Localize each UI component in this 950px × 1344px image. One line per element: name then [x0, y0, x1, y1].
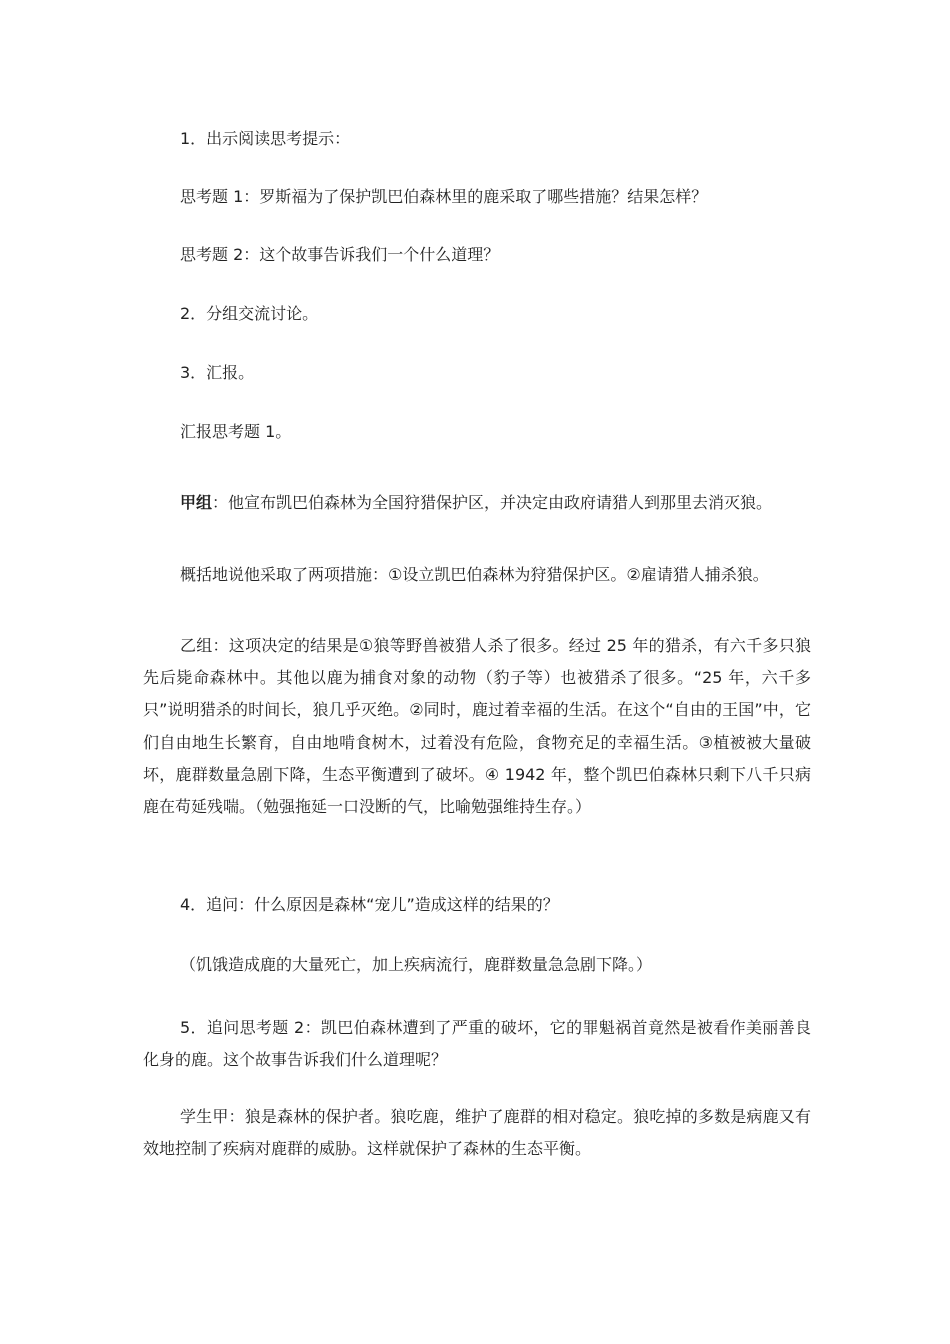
question-2: 思考题 2：这个故事告诉我们一个什么道理？	[180, 245, 500, 264]
student-a-answer: 学生甲：狼是森林的保护者。狼吃鹿，维护了鹿群的相对稳定。狼吃掉的多数是病鹿又有效地控制了疾病对鹿群的威胁。这样就保护了森林的生态平衡。	[143, 1107, 811, 1159]
step-4-answer: （饥饿造成鹿的大量死亡，加上疾病流行，鹿群数量急急剧下降。）	[180, 955, 653, 974]
report-question-1: 汇报思考题 1。	[180, 422, 292, 441]
group-b-answer: 乙组：这项决定的结果是①狼等野兽被猎人杀了很多。经过 25 年的猎杀，有六千多只狼先后毙命森林中。其他以鹿为捕食对象的动物（豹子等）也被猎杀了很多。“25 年，六千多只”说明猎杀的时间长，狼几乎灭绝。②同时，鹿过着幸福的生活。在这个“自由的王国”中，它们自由地生长繁育，自由地啃食树木，过着没有危险，食物充足的幸福生活。③植被被大量破坏，鹿群数量急剧下降，生态平衡遭到了破坏。④ 1942 年，整个凯巴伯森林只剩下八千只病鹿在苟延残喘。（勉强拖延一口没断的气，比喻勉强维持生存。）	[143, 636, 811, 817]
question-1: 思考题 1：罗斯福为了保护凯巴伯森林里的鹿采取了哪些措施？结果怎样？	[180, 187, 708, 206]
group-a-text: ：他宣布凯巴伯森林为全国狩猎保护区，并决定由政府请猎人到那里去消灭狼。	[212, 493, 773, 512]
step-3-heading: 3．汇报。	[180, 363, 255, 382]
measures-summary: 概括地说他采取了两项措施：①设立凯巴伯森林为狩猎保护区。②雇请猎人捕杀狼。	[180, 565, 769, 584]
step-4-question: 4．追问：什么原因是森林“宠儿”造成这样的结果的？	[180, 895, 559, 914]
step-5-question: 5．追问思考题 2：凯巴伯森林遭到了严重的破坏，它的罪魁祸首竟然是被看作美丽善良化身的鹿。这个故事告诉我们什么道理呢？	[143, 1018, 811, 1070]
step-1-heading: 1．出示阅读思考提示：	[180, 129, 351, 148]
group-a-answer	[180, 493, 772, 513]
group-a-label: 甲组	[180, 493, 213, 512]
step-2-heading: 2．分组交流讨论。	[180, 304, 319, 323]
